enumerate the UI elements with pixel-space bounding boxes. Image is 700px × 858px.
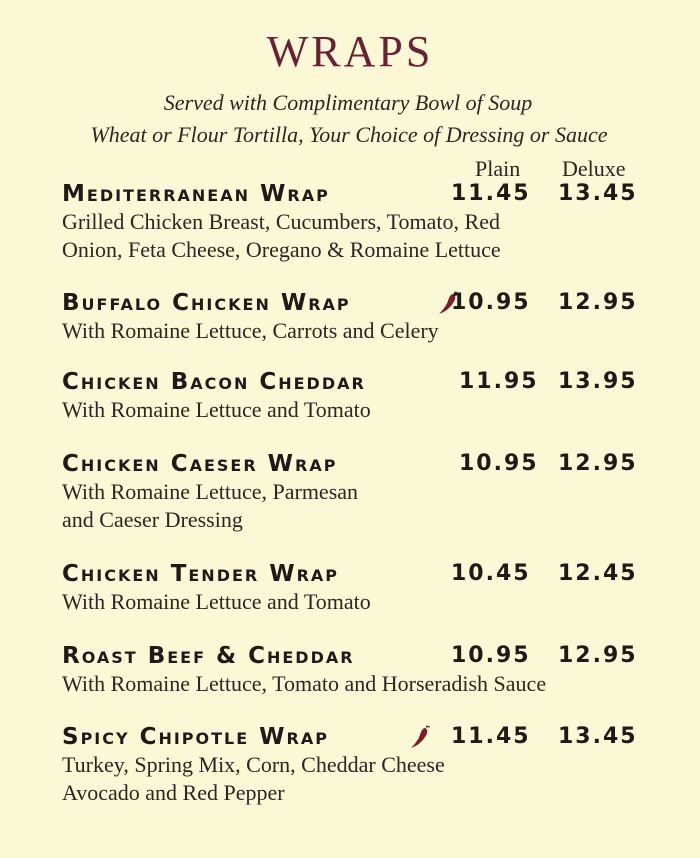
description-line: Turkey, Spring Mix, Corn, Cheddar Cheese	[62, 752, 445, 777]
item-name: Chicken Bacon Cheddar	[62, 369, 366, 395]
item-name: Roast Beef & Cheddar	[62, 643, 355, 669]
price-deluxe: 13.45	[558, 181, 638, 206]
page-title: WRAPS	[266, 27, 434, 76]
price-plain: 11.95	[459, 369, 539, 394]
item-description	[62, 588, 662, 616]
description-line: Grilled Chicken Breast, Cucumbers, Tomato, Red	[62, 209, 500, 234]
price-plain: 10.95	[451, 290, 531, 315]
item-description	[62, 208, 662, 264]
price-deluxe: 12.45	[558, 561, 638, 586]
item-name: Buffalo Chicken Wrap	[62, 290, 351, 316]
description-line: and Caeser Dressing	[62, 507, 243, 532]
description-line: With Romaine Lettuce, Carrots and Celery	[62, 318, 439, 343]
item-name: Chicken Tender Wrap	[62, 561, 340, 587]
price-deluxe: 12.95	[558, 451, 638, 476]
item-description	[62, 396, 662, 424]
price-deluxe: 12.95	[558, 643, 638, 668]
price-deluxe: 13.95	[558, 369, 638, 394]
price-deluxe: 13.45	[558, 724, 638, 749]
description-line: With Romaine Lettuce and Tomato	[62, 397, 371, 422]
price-plain: 11.45	[451, 724, 531, 749]
description-line: With Romaine Lettuce, Parmesan	[62, 479, 359, 504]
subtitle-soup: Served with Complimentary Bowl of Soup	[163, 90, 533, 115]
column-header-plain: Plain	[475, 156, 521, 181]
price-plain: 10.95	[451, 643, 531, 668]
description-line: Onion, Feta Cheese, Oregano & Romaine Lettuce	[62, 237, 501, 262]
subtitle-tortilla: Wheat or Flour Tortilla, Your Choice of Dressing or Sauce	[90, 122, 608, 147]
price-plain: 11.45	[451, 181, 531, 206]
item-description	[62, 478, 662, 534]
chili-pepper-icon	[408, 724, 432, 750]
item-name: Mediterranean Wrap	[62, 181, 330, 207]
price-plain: 10.95	[459, 451, 539, 476]
description-line: With Romaine Lettuce and Tomato	[62, 589, 371, 614]
description-line: Avocado and Red Pepper	[62, 780, 285, 805]
item-description	[62, 317, 662, 345]
item-name: Spicy Chipotle Wrap	[62, 724, 329, 750]
item-description	[62, 670, 662, 698]
price-plain: 10.45	[451, 561, 531, 586]
description-line: With Romaine Lettuce, Tomato and Horseradish Sauce	[62, 671, 547, 696]
price-deluxe: 12.95	[558, 290, 638, 315]
item-description	[62, 751, 662, 807]
item-name: Chicken Caeser Wrap	[62, 451, 338, 477]
column-header-deluxe: Deluxe	[562, 156, 626, 181]
